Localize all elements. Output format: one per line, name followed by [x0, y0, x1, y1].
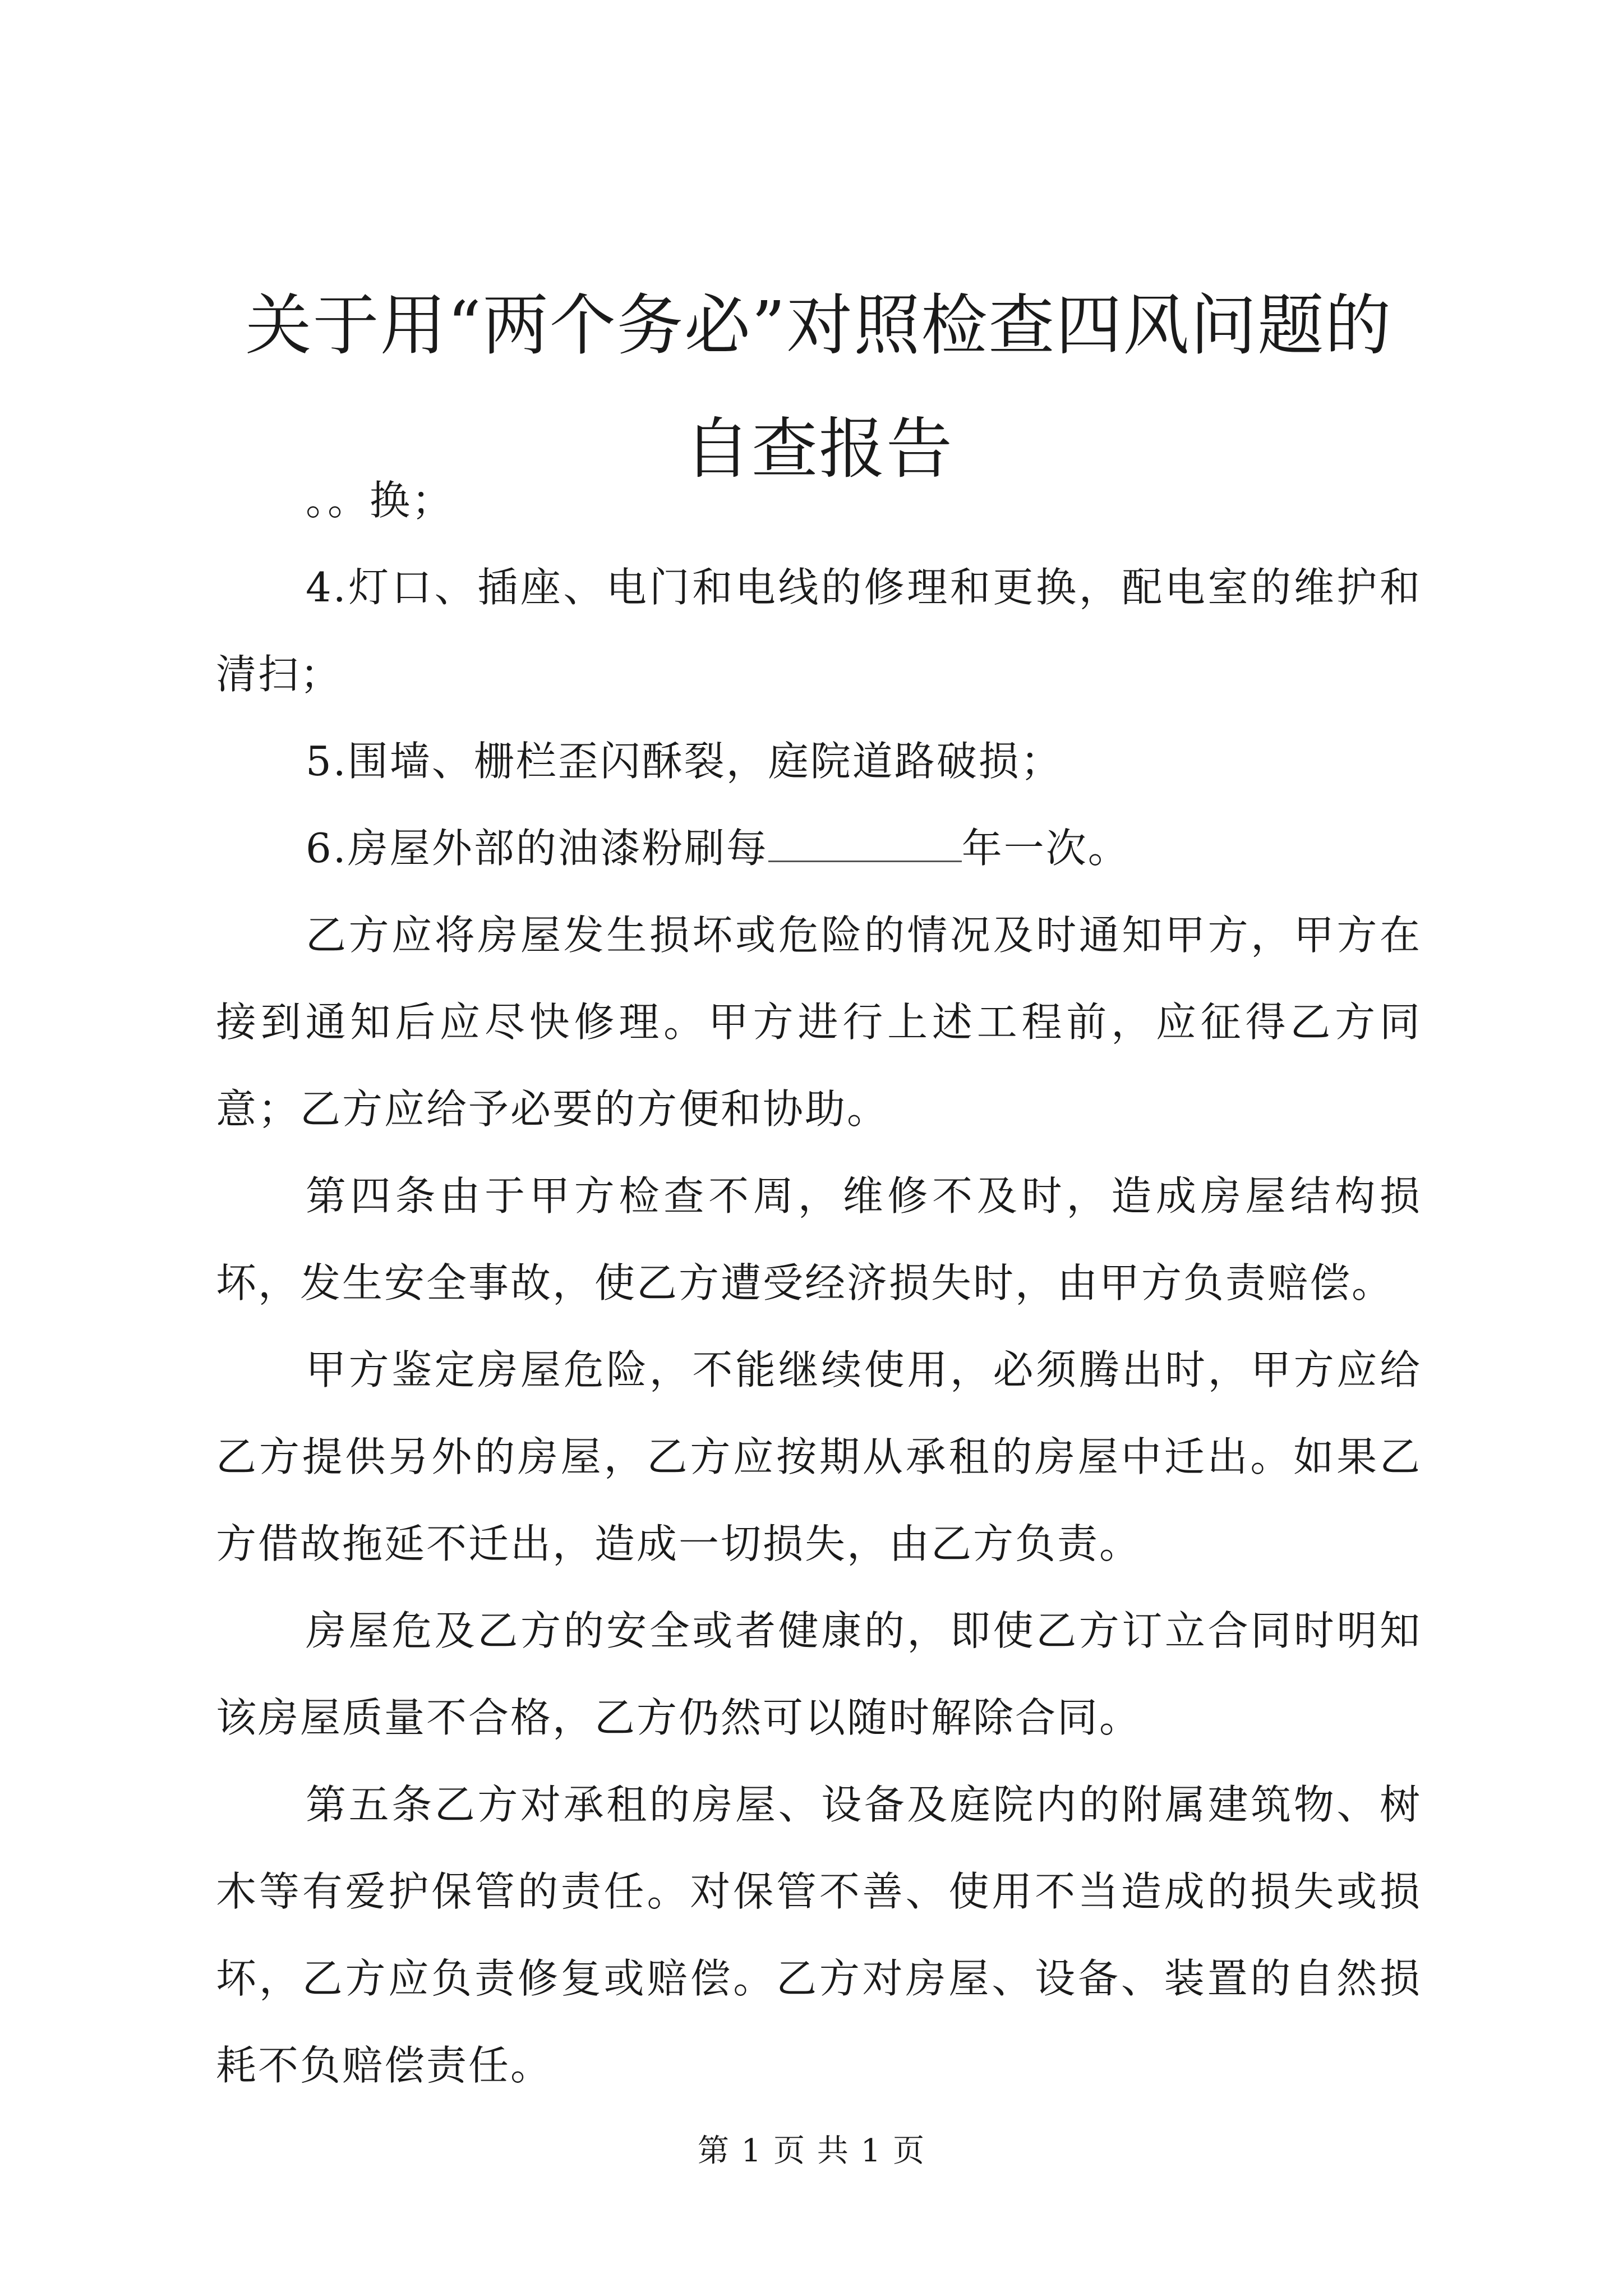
page-footer: 第 1 页 共 1 页 [697, 2133, 926, 2169]
paragraph-item-4: 4.灯口、插座、电门和电线的修理和更换，配电室的维护和清扫； [216, 564, 1422, 698]
document-title: 关于用“两个务必”对照检查四风问题的自查报告 [245, 287, 1393, 487]
paragraph-repair-notice: 乙方应将房屋发生损坏或危险的情况及时通知甲方，甲方在接到通知后应尽快修理。甲方进行上述工程前，应征得乙方同意；乙方应给予必要的方便和协助。 [216, 912, 1422, 1133]
paragraph-item-6 [216, 805, 1422, 892]
paragraph-danger-relocation: 甲方鉴定房屋危险，不能继续使用，必须腾出时，甲方应给乙方提供另外的房屋，乙方应按期从承租的房屋中迁出。如果乙方借故拖延不迁出，造成一切损失，由乙方负责。 [216, 1346, 1422, 1567]
item-6-text-before: 6.房屋外部的油漆粉刷每 [306, 825, 768, 872]
item-6-text-after: 年一次。 [961, 825, 1130, 872]
paragraph-safety-termination: 房屋危及乙方的安全或者健康的，即使乙方订立合同时明知该房屋质量不合格，乙方仍然可以随时解除合同。 [216, 1607, 1422, 1741]
fill-in-blank [768, 827, 962, 862]
paragraph-article-4: 第四条由于甲方检查不周，维修不及时，造成房屋结构损坏，发生安全事故，使乙方遭受经济损失时，由甲方负责赔偿。 [216, 1172, 1422, 1306]
paragraph-article-5: 第五条乙方对承租的房屋、设备及庭院内的附属建筑物、树木等有爱护保管的责任。对保管不善、使用不当造成的损失或损坏，乙方应负责修复或赔偿。乙方对房屋、设备、装置的自然损耗不负赔偿责任。 [216, 1781, 1422, 2089]
document-body [216, 457, 1422, 2109]
paragraph-item-5: 5.围墙、栅栏歪闪酥裂，庭院道路破损； [306, 738, 1063, 785]
paragraph-1: 。。换； [306, 477, 454, 524]
